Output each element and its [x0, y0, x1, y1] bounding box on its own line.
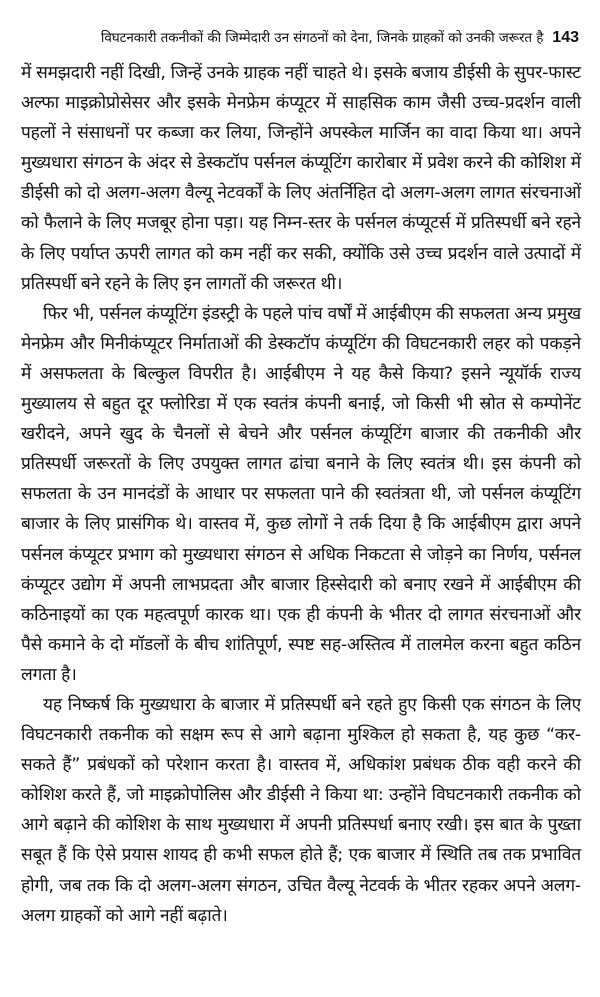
paragraph-1: में समझदारी नहीं दिखी, जिन्हें उनके ग्राहक नहीं चाहते थे। इसके बजाय डीईसी के सुपर-फास्ट अल्फा माइक्रोप्रोसेसर और इसके मेनफ्रेम कंप्यूटर में साहसिक काम जैसी उच्च-प्रदर्शन वाली पहलों ने संसाधनों पर कब्जा कर लिया, जिन्होंने अपस्केल मार्जिन का वादा किया था। अपने मुख्यधारा संगठन के अंदर से डेस्कटॉप पर्सनल कंप्यूटिंग कारोबार में प्रवेश करने की कोशिश में डीईसी को दो अलग-अलग वैल्यू नेटवर्कों के लिए अंतर्निहित दो अलग-अलग लागत संरचनाओं को फैलाने के लिए मजबूर होना पड़ा। यह निम्न-स्तर के पर्सनल कंप्यूटर्स में प्रतिस्पर्धी बने रहने के लिए पर्याप्त ऊपरी लागत को कम नहीं कर सकी, क्योंकि उसे उच्च प्रदर्शन वाले उत्पादों में प्रतिस्पर्धी बने रहने के लिए इन लागतों की जरूरत थी।	[21, 63, 581, 294]
paragraph-2: फिर भी, पर्सनल कंप्यूटिंग इंडस्ट्री के पहले पांच वर्षों में आईबीएम की सफलता अन्य प्रमुख मेनफ्रेम और मिनीकंप्यूटर निर्माताओं की डेस्कटॉप कंप्यूटिंग की विघटनकारी लहर को पकड़ने में असफलता के बिल्कुल विपरीत है। आईबीएम ने यह कैसे किया? इसने न्यूयॉर्क राज्य मुख्यालय से बहुत दूर फ्लोरिडा में एक स्वतंत्र कंपनी बनाई, जो किसी भी स्रोत से कम्पोनेंट खरीदने, अपने खुद के चैनलों से बेचने और पर्सनल कंप्यूटिंग बाजार की तकनीकी और प्रतिस्पर्धी जरूरतों के लिए उपयुक्त लागत ढांचा बनाने के लिए स्वतंत्र थी। इस कंपनी को सफलता के उन मानदंडों के आधार पर सफलता पाने की स्वतंत्रता थी, जो पर्सनल कंप्यूटिंग बाजार के लिए प्रासंगिक थे। वास्तव में, कुछ लोगों ने तर्क दिया है कि आईबीएम द्वारा अपने पर्सनल कंप्यूटर प्रभाग को मुख्यधारा संगठन से अधिक निकटता से जोड़ने का निर्णय, पर्सनल कंप्यूटर उद्योग में अपनी लाभप्रदता और बाजार हिस्सेदारी को बनाए रखने में आईबीएम की कठिनाइयों का एक महत्वपूर्ण कारक था। एक ही कंपनी के भीतर दो लागत संरचनाओं और पैसे कमाने के दो मॉडलों के बीच शांतिपूर्ण, स्पष्ट सह-अस्तित्व में तालमेल करना बहुत कठिन लगता है।	[21, 303, 581, 685]
running-header	[54, 28, 579, 50]
page-number: 143	[552, 29, 579, 46]
body-text	[21, 58, 581, 931]
paragraph-3: यह निष्कर्ष कि मुख्यधारा के बाजार में प्रतिस्पर्धी बने रहते हुए किसी एक संगठन के लिए विघटनकारी तकनीक को सक्षम रूप से आगे बढ़ाना मुश्किल हो सकता है, यह कुछ “कर-सकते हैं” प्रबंधकों को परेशान करता है। वास्तव में, अधिकांश प्रबंधक ठीक वही करने की कोशिश करते हैं, जो माइक्रोपोलिस और डीईसी ने किया था: उन्होंने विघटनकारी तकनीक को आगे बढ़ाने की कोशिश के साथ मुख्यधारा में अपनी प्रतिस्पर्धा बनाए रखी। इस बात के पुख्ता सबूत हैं कि ऐसे प्रयास शायद ही कभी सफल होते हैं; एक बाजार में स्थिति तब तक प्रभावित होगी, जब तक कि दो अलग-अलग संगठन, उचित वैल्यू नेटवर्क के भीतर रहकर अपने अलग-अलग ग्राहकों को आगे नहीं बढ़ाते।	[21, 694, 581, 926]
chapter-running-title: विघटनकारी तकनीकों की जिम्मेदारी उन संगठनों को देना, जिनके ग्राहकों को उनकी जरूरत है	[100, 30, 544, 46]
